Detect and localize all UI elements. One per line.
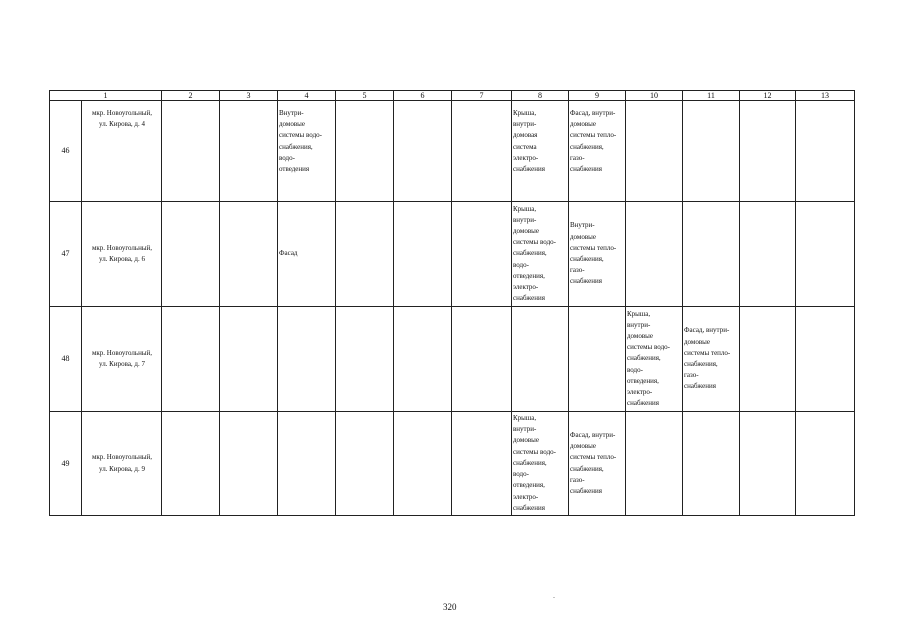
cell-col-8: Крыша, внутри- домовая система электро- снабжения [512, 101, 569, 202]
schedule-table [49, 90, 855, 516]
cell-col-7 [452, 101, 512, 202]
cell-col-9 [569, 307, 626, 412]
cell-col-4: Фасад [278, 202, 336, 307]
cell-col-7 [452, 202, 512, 307]
cell-col-12 [740, 307, 796, 412]
cell-col-7 [452, 412, 512, 516]
table-row [50, 307, 855, 412]
cell-col-2 [162, 202, 220, 307]
column-header-8: 8 [512, 91, 569, 101]
cell-col-11: Фасад, внутри- домовые системы тепло- снабжения, газо- снабжения [683, 307, 740, 412]
column-header-11: 11 [683, 91, 740, 101]
cell-col-13 [796, 202, 855, 307]
table-row [50, 202, 855, 307]
cell-col-8 [512, 307, 569, 412]
cell-col-10 [626, 412, 683, 516]
cell-col-3 [220, 307, 278, 412]
cell-col-12 [740, 202, 796, 307]
cell-col-11 [683, 412, 740, 516]
cell-col-11 [683, 101, 740, 202]
cell-col-9: Фасад, внутри- домовые системы тепло- снабжения, газо- снабжения [569, 412, 626, 516]
cell-col-10: Крыша, внутри- домовые системы водо- снабжения, водо- отведения, электро- снабжения [626, 307, 683, 412]
table-row [50, 101, 855, 202]
cell-col-5 [336, 412, 394, 516]
cell-col-8: Крыша, внутри- домовые системы водо- снабжения, водо- отведения, электро- снабжения [512, 412, 569, 516]
cell-col-10 [626, 202, 683, 307]
cell-col-13 [796, 412, 855, 516]
cell-col-3 [220, 101, 278, 202]
cell-col-3 [220, 202, 278, 307]
address-cell: мкр. Новоугольный, ул. Кирова, д. 6 [82, 202, 162, 307]
cell-col-13 [796, 307, 855, 412]
cell-col-5 [336, 101, 394, 202]
cell-col-4 [278, 307, 336, 412]
row-number: 49 [50, 412, 82, 516]
cell-col-4: Внутри- домовые системы водо- снабжения, водо- отведения [278, 101, 336, 202]
column-header-3: 3 [220, 91, 278, 101]
row-number: 46 [50, 101, 82, 202]
column-header-6: 6 [394, 91, 452, 101]
cell-col-2 [162, 412, 220, 516]
cell-col-13 [796, 101, 855, 202]
column-header-1: 1 [50, 91, 162, 101]
column-number-header-row [50, 91, 855, 101]
scan-mark: ˉ [553, 597, 555, 603]
cell-col-5 [336, 202, 394, 307]
cell-col-9: Фасад, внутри- домовые системы тепло- снабжения, газо- снабжения [569, 101, 626, 202]
column-header-13: 13 [796, 91, 855, 101]
cell-col-4 [278, 412, 336, 516]
cell-col-6 [394, 202, 452, 307]
cell-col-6 [394, 307, 452, 412]
table-row [50, 412, 855, 516]
cell-col-11 [683, 202, 740, 307]
cell-col-8: Крыша, внутри- домовые системы водо- снабжения, водо- отведения, электро- снабжения [512, 202, 569, 307]
row-number: 47 [50, 202, 82, 307]
column-header-5: 5 [336, 91, 394, 101]
column-header-4: 4 [278, 91, 336, 101]
row-number: 48 [50, 307, 82, 412]
address-cell: мкр. Новоугольный, ул. Кирова, д. 7 [82, 307, 162, 412]
cell-col-5 [336, 307, 394, 412]
cell-col-7 [452, 307, 512, 412]
cell-col-12 [740, 412, 796, 516]
cell-col-9: Внутри- домовые системы тепло- снабжения, газо- снабжения [569, 202, 626, 307]
column-header-9: 9 [569, 91, 626, 101]
address-cell: мкр. Новоугольный, ул. Кирова, д. 9 [82, 412, 162, 516]
column-header-10: 10 [626, 91, 683, 101]
cell-col-6 [394, 412, 452, 516]
page-number: 320 [443, 602, 457, 612]
column-header-12: 12 [740, 91, 796, 101]
schedule-table-container [49, 90, 855, 516]
address-cell: мкр. Новоугольный, ул. Кирова, д. 4 [82, 101, 162, 202]
column-header-7: 7 [452, 91, 512, 101]
cell-col-3 [220, 412, 278, 516]
column-header-2: 2 [162, 91, 220, 101]
cell-col-10 [626, 101, 683, 202]
cell-col-6 [394, 101, 452, 202]
cell-col-2 [162, 307, 220, 412]
cell-col-12 [740, 101, 796, 202]
cell-col-2 [162, 101, 220, 202]
